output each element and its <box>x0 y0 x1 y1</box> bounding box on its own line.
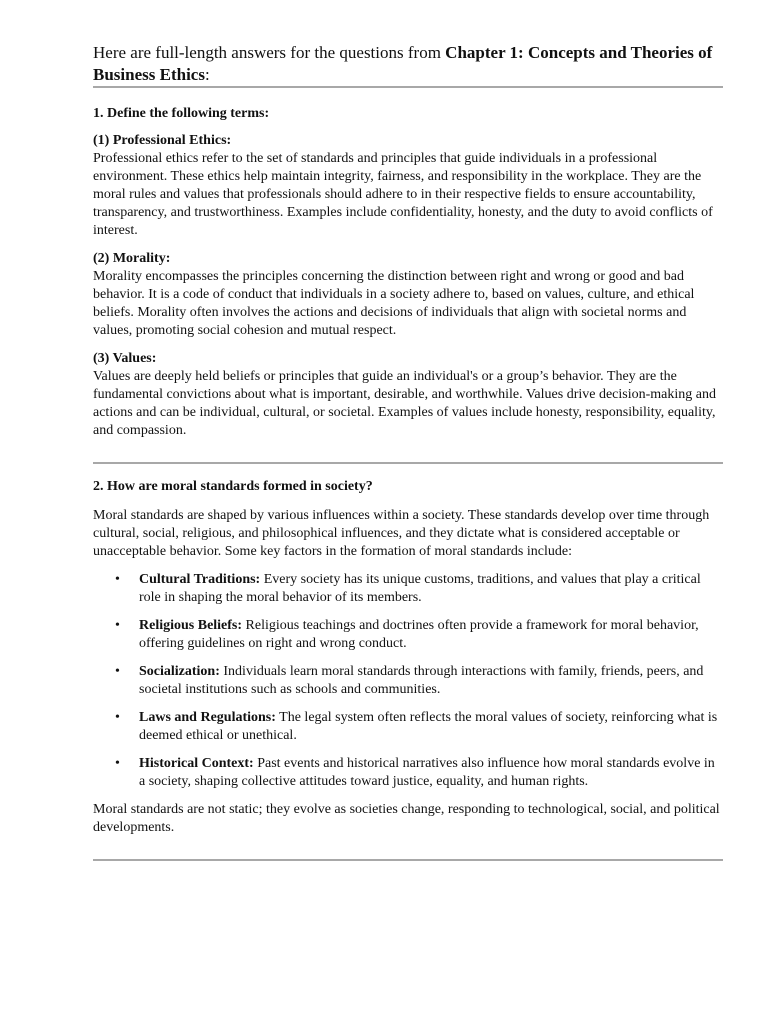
factor-text: Religious teachings and doctrines often provide a framework for moral behavior, offering guidelines on right and wrong conduct. <box>139 618 699 651</box>
factor-label: Socialization: <box>139 664 220 679</box>
factor-label: Religious Beliefs: <box>139 618 243 633</box>
question-2-heading: 2. How are moral standards formed in society? <box>93 479 373 494</box>
section-intro-paragraph: Moral standards are shaped by various influences within a society. These standards develop over time through cultural, social, religious, and philosophical influences, and they dictate what is considered acceptable or unacceptable behavior. Some key factors in the formation of moral standards include: <box>93 508 710 559</box>
factor-text: Past events and historical narratives also influence how moral standards evolve in a society, shaping collective attitudes toward justice, equality, and human rights. <box>139 756 715 789</box>
bullet-icon: • <box>115 618 120 633</box>
intro-prefix: Here are full-length answers for the questions from <box>93 43 446 62</box>
factor-text: Individuals learn moral standards through interactions with family, friends, peers, and societal institutions such as schools and communities. <box>139 664 704 697</box>
intro-line <box>93 42 723 86</box>
factor-label: Cultural Traditions: <box>139 572 261 587</box>
bullet-icon: • <box>115 710 120 725</box>
term-definition: Values are deeply held beliefs or principles that guide an individual's or a group’s behavior. They are the fundamental convictions about what is important, desirable, and worthwhile. Values drive decision-making and actions and can be individual, cultural, or societal. Examples of values include honesty, responsibility, equality, and compassion. <box>93 369 716 438</box>
list-item <box>93 617 723 653</box>
list-item <box>93 755 723 791</box>
factor-text: Every society has its unique customs, traditions, and values that play a critical role in shaping the moral behavior of its members. <box>139 572 701 605</box>
factor-text: The legal system often reflects the moral values of society, reinforcing what is deemed ethical or unethical. <box>139 710 718 743</box>
intro-suffix: : <box>204 65 210 84</box>
term-title: (3) Values: <box>93 351 157 366</box>
bullet-icon: • <box>115 756 120 771</box>
term-morality <box>93 250 723 340</box>
term-title: (2) Morality: <box>93 251 171 266</box>
factor-label: Historical Context: <box>139 756 254 771</box>
section-definitions <box>93 105 723 440</box>
term-definition: Morality encompasses the principles concerning the distinction between right and wrong or good and bad behavior. It is a code of conduct that individuals in a society adhere to, based on values, culture, and ethical beliefs. Morality often involves the actions and decisions of individuals that align with societal norms and values, promoting social cohesion and mutual respect. <box>93 269 695 338</box>
term-values <box>93 350 723 440</box>
chapter-title: Chapter 1: Concepts and Theories of Business Ethics <box>93 43 713 84</box>
list-item <box>93 571 723 607</box>
bullet-icon: • <box>115 664 120 679</box>
divider <box>93 859 723 861</box>
document-page <box>93 42 723 861</box>
divider <box>93 86 723 88</box>
bullet-icon: • <box>115 572 120 587</box>
list-item <box>93 663 723 699</box>
term-definition: Professional ethics refer to the set of standards and principles that guide individuals in a professional environment. These ethics help maintain integrity, fairness, and responsibility in the workplace. They are the moral rules and values that professionals should adhere to in their respective fields to ensure accountability, transparency, and trustworthiness. Examples include confidentiality, honesty, and the duty to avoid conflicts of interest. <box>93 151 713 238</box>
factor-label: Laws and Regulations: <box>139 710 276 725</box>
divider <box>93 462 723 464</box>
section-conclusion-paragraph: Moral standards are not static; they evolve as societies change, responding to technological, social, and political developments. <box>93 802 720 835</box>
term-professional-ethics <box>93 132 723 240</box>
list-item <box>93 709 723 745</box>
factors-list <box>93 571 723 791</box>
question-1-heading: 1. Define the following terms: <box>93 106 270 121</box>
section-moral-standards <box>93 478 723 837</box>
term-title: (1) Professional Ethics: <box>93 133 232 148</box>
